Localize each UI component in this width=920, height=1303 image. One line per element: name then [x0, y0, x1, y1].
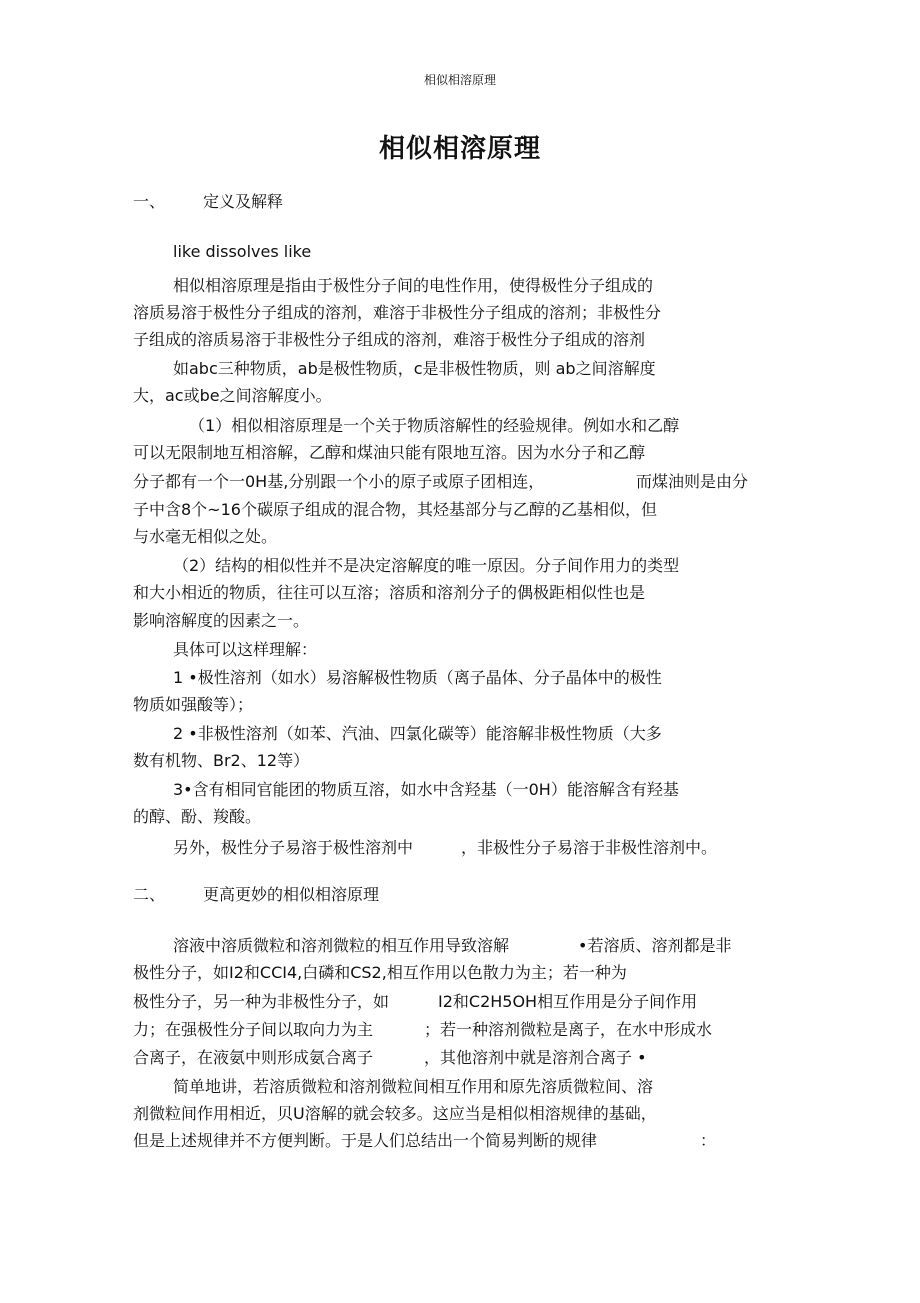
section-1-subtitle: like dissolves like	[173, 242, 312, 261]
body-line: 另外，极性分子易溶于极性溶剂中	[173, 838, 414, 857]
body-line: I2和C2H5OH相互作用是分子间作用	[438, 992, 698, 1011]
body-line: 3•含有相同官能团的物质互溶，如水中含羟基（一0H）能溶解含有羟基	[173, 780, 679, 799]
body-line: 溶液中溶质微粒和溶剂微粒的相互作用导致溶解	[173, 936, 510, 955]
body-line: 子组成的溶质易溶于非极性分子组成的溶剂，难溶于极性分子组成的溶剂	[133, 330, 646, 349]
body-line: 分子都有一个一0H基,分别跟一个小的原子或原子团相连，	[133, 472, 545, 491]
body-line: ，其他溶剂中就是溶剂合离子 •	[424, 1048, 647, 1067]
body-line: 影响溶解度的因素之一。	[133, 611, 310, 630]
section-2-number: 二、	[133, 885, 166, 904]
body-line: 1 •极性溶剂（如水）易溶解极性物质（离子晶体、分子晶体中的极性	[173, 668, 662, 687]
section-1-number: 一、	[133, 192, 166, 211]
section-2-heading	[133, 885, 379, 905]
section-1-title: 定义及解释	[203, 192, 284, 211]
body-line: 具体可以这样理解：	[173, 640, 318, 659]
body-line: 极性分子，如I2和CCI4,白磷和CS2,相互作用以色散力为主；若一种为	[133, 963, 627, 982]
body-line: 剂微粒间作用相近，贝U溶解的就会较多。这应当是相似相溶规律的基础，	[133, 1104, 657, 1123]
body-line: 溶质易溶于极性分子组成的溶剂，难溶于非极性分子组成的溶剂；非极性分	[133, 303, 662, 322]
body-line: （1）相似相溶原理是一个关于物质溶解性的经验规律。例如水和乙醇	[189, 416, 680, 435]
body-line: 数有机物、Br2、12等）	[133, 751, 310, 770]
body-line: 而煤油则是由分	[636, 472, 749, 491]
body-line: 如abc三种物质，ab是极性物质，c是非极性物质，则 ab之间溶解度	[173, 359, 656, 378]
page-title: 相似相溶原理	[378, 134, 541, 164]
body-line: 力；在强极性分子间以取向力为主	[133, 1020, 374, 1039]
body-line: ：	[700, 1131, 717, 1150]
body-line: ，非极性分子易溶于非极性溶剂中。	[461, 838, 718, 857]
body-line: 极性分子，另一种为非极性分子，如	[133, 992, 390, 1011]
body-line: 合离子，在液氨中则形成氨合离子	[133, 1048, 374, 1067]
body-line: 与水毫无相似之处。	[133, 527, 278, 546]
body-line: 2 •非极性溶剂（如苯、汽油、四氯化碳等）能溶解非极性物质（大多	[173, 724, 662, 743]
body-line: 物质如强酸等）；	[133, 695, 254, 714]
body-line: •若溶质、溶剂都是非	[578, 936, 732, 955]
body-line: 的醇、酚、羧酸。	[133, 807, 262, 826]
running-header: 相似相溶原理	[423, 73, 496, 87]
body-line: 可以无限制地互相溶解，乙醇和煤油只能有限地互溶。因为水分子和乙醇	[133, 443, 646, 462]
body-line: 大，ac或be之间溶解度小。	[133, 386, 332, 405]
body-line: ；若一种溶剂微粒是离子，在水中形成水	[424, 1020, 713, 1039]
section-1-heading	[133, 192, 283, 212]
body-line: 和大小相近的物质，往往可以互溶；溶质和溶剂分子的偶极距相似性也是	[133, 583, 646, 602]
body-line: （2）结构的相似性并不是决定溶解度的唯一原因。分子间作用力的类型	[173, 556, 680, 575]
body-line: 子中含8个~16个碳原子组成的混合物，其烃基部分与乙醇的乙基相似，但	[133, 500, 657, 519]
body-line: 相似相溶原理是指由于极性分子间的电性作用，使得极性分子组成的	[173, 276, 654, 295]
section-2-title: 更高更妙的相似相溶原理	[203, 885, 380, 904]
body-line: 但是上述规律并不方便判断。于是人们总结出一个简易判断的规律	[133, 1131, 598, 1150]
body-line: 简单地讲，若溶质微粒和溶剂微粒间相互作用和原先溶质微粒间、溶	[173, 1077, 654, 1096]
